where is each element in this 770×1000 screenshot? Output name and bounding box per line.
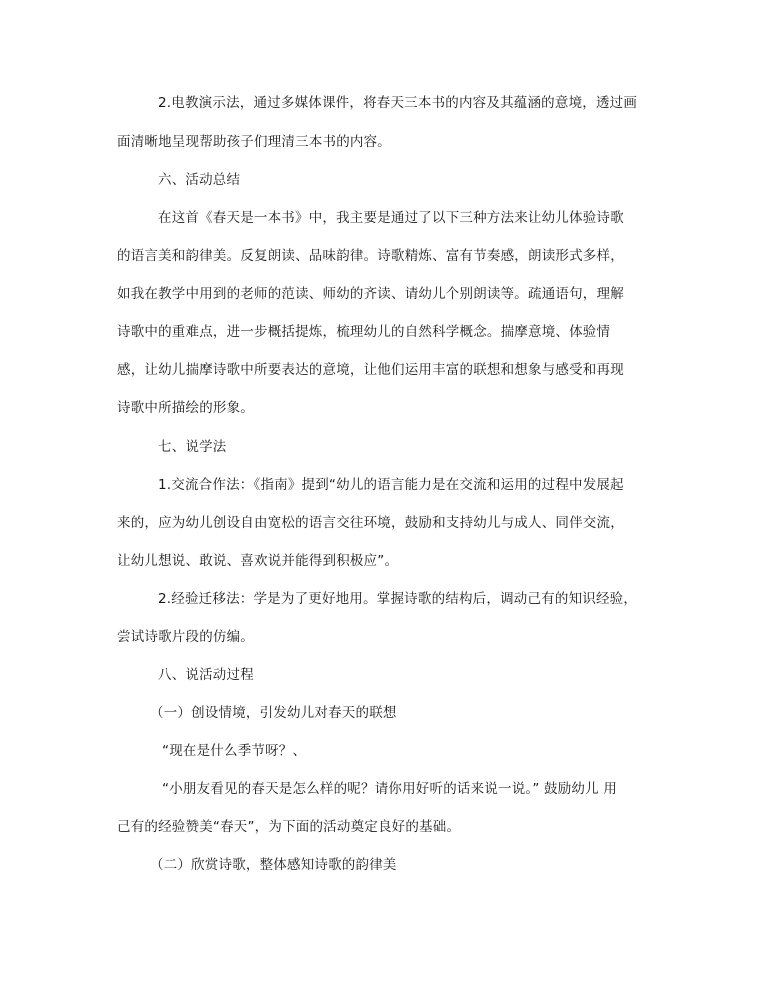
section-heading: 六、活动总结 xyxy=(158,172,241,188)
paragraph-line: 尝试诗歌片段的仿编。 xyxy=(117,629,254,645)
section-heading: 八、说活动过程 xyxy=(158,667,254,683)
quote-line: “小朋友看见的春天是怎么样的呢？请你用好听的话来说一说。” 鼓励幼儿 用 xyxy=(162,781,618,797)
paragraph-line: 在这首《春天是一本书》中，我主要是通过了以下三种方法来让幼儿体验诗歌 xyxy=(158,210,624,226)
paragraph-line: 面清晰地呈现帮助孩子们理清三本书的内容。 xyxy=(117,134,391,150)
paragraph-line: 1.交流合作法：《指南》提到“幼儿的语言能力是在交流和运用的过程中发展起 xyxy=(158,477,624,493)
section-heading: 七、说学法 xyxy=(158,439,227,455)
paragraph-line: 己有的经验赞美“春天”，为下面的活动奠定良好的基础。 xyxy=(117,819,461,835)
paragraph-line: 诗歌中所描绘的形象。 xyxy=(117,400,254,416)
paragraph-line: 的语言美和韵律美。反复朗读、品味韵律。诗歌精炼、富有节奏感，朗读形式多样， xyxy=(117,248,624,264)
paragraph-line: 来的，应为幼儿创设自由宽松的语言交往环境，鼓励和支持幼儿与成人、同伴交流， xyxy=(117,515,624,531)
paragraph-line: 如我在教学中用到的老师的范读、师幼的齐读、请幼儿个别朗读等。疏通语句，理解 xyxy=(117,286,624,302)
quote-line: “现在是什么季节呀？、 xyxy=(162,743,307,759)
subsection-heading: （二）欣赏诗歌，整体感知诗歌的韵律美 xyxy=(150,857,397,873)
paragraph-line: 感，让幼儿揣摩诗歌中所要表达的意境，让他们运用丰富的联想和想象与感受和再现 xyxy=(117,362,624,378)
subsection-heading: （一）创设情境，引发幼儿对春天的联想 xyxy=(150,705,397,721)
paragraph-line: 2.电教演示法，通过多媒体课件，将春天三本书的内容及其蕴涵的意境，透过画 xyxy=(158,95,638,111)
paragraph-line: 2.经验迁移法：学是为了更好地用。掌握诗歌的结构后，调动己有的知识经验， xyxy=(158,591,638,607)
paragraph-line: 让幼儿想说、敢说、喜欢说并能得到积极应”。 xyxy=(117,553,399,569)
paragraph-line: 诗歌中的重难点，进一步概括提炼，梳理幼儿的自然科学概念。揣摩意境、体验情 xyxy=(117,324,611,340)
